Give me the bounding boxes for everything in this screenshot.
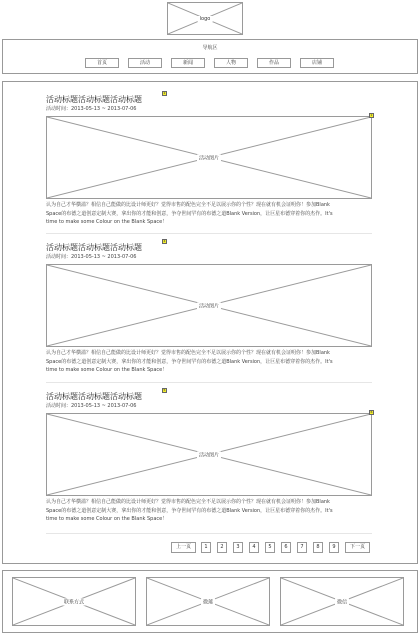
activity-image[interactable] <box>46 413 372 496</box>
divider <box>46 233 372 234</box>
footer-wechat-label: 微信 <box>336 599 348 605</box>
activity-description: 认为自己才华横溢？相信自己能做的比设计师更好？觉得市售的配色完全不足以展示你的个性？现在就有机会证明你！参加Blank Space的布德之道创意定制大赛，拿出你的才能和创意，争夺世间罕有的布德之道Blank Version，让巨星布德穿着你的杰作。It's time to make some Colour on the Blank Space！ <box>46 350 333 373</box>
activity-title[interactable]: 活动标题活动标题活动标题 <box>46 392 142 401</box>
annotation-badge: 2 <box>163 91 166 95</box>
footer-contact-placeholder[interactable] <box>12 577 136 626</box>
divider <box>46 382 372 383</box>
activity-image-label: 活动图片 <box>198 303 220 309</box>
page-5-button[interactable]: 5 <box>265 542 275 553</box>
activity-description: 认为自己才华横溢？相信自己能做的比设计师更好？觉得市售的配色完全不足以展示你的个性？现在就有机会证明你！参加Blank Space的布德之道创意定制大赛，拿出你的才能和创意，争夺世间罕有的布德之道Blank Version，让巨星布德穿着你的杰作。It's time to make some Colour on the Blank Space！ <box>46 499 333 522</box>
next-page-button[interactable]: 下一页 <box>345 542 370 553</box>
annotation-badge: 4 <box>163 239 166 243</box>
divider <box>46 533 372 534</box>
activity-time: 活动时间：2013-05-13 ~ 2013-07-06 <box>46 254 137 260</box>
nav-area <box>2 39 418 74</box>
logo-label: logo <box>199 15 211 22</box>
page-2-button[interactable]: 2 <box>217 542 227 553</box>
page-6-button[interactable]: 6 <box>281 542 291 553</box>
page-8-button[interactable]: 8 <box>313 542 323 553</box>
page-1-button[interactable]: 1 <box>201 542 211 553</box>
nav-title: 导航区 <box>202 45 218 51</box>
nav-item-shop[interactable]: 店铺 <box>300 58 334 68</box>
annotation-badge: 1 <box>370 113 373 117</box>
activity-time: 活动时间：2013-05-13 ~ 2013-07-06 <box>46 403 137 409</box>
footer-weibo-placeholder[interactable] <box>146 577 270 626</box>
activity-time: 活动时间：2013-05-13 ~ 2013-07-06 <box>46 106 137 112</box>
activity-title[interactable]: 活动标题活动标题活动标题 <box>46 243 142 252</box>
footer-contact-label: 联系方式 <box>63 599 85 605</box>
page-3-button[interactable]: 3 <box>233 542 243 553</box>
page-4-button[interactable]: 4 <box>249 542 259 553</box>
nav-item-people[interactable]: 人物 <box>214 58 248 68</box>
activity-image-label: 活动图片 <box>198 452 220 458</box>
activity-title[interactable]: 活动标题活动标题活动标题 <box>46 95 142 104</box>
activity-image[interactable] <box>46 264 372 347</box>
footer-weibo-label: 微蓮 <box>202 599 214 605</box>
page-7-button[interactable]: 7 <box>297 542 307 553</box>
page-9-button[interactable]: 9 <box>329 542 339 553</box>
annotation-badge: 5 <box>163 388 166 392</box>
nav-item-activity[interactable]: 活动 <box>128 58 162 68</box>
activity-image[interactable] <box>46 116 372 199</box>
activity-description: 认为自己才华横溢？相信自己能做的比设计师更好？觉得市售的配色完全不足以展示你的个性？现在就有机会证明你！参加Blank Space的布德之道创意定制大赛，拿出你的才能和创意，争夺世间罕有的布德之道Blank Version，让巨星布德穿着你的杰作。It's time to make some Colour on the Blank Space！ <box>46 202 333 225</box>
logo-placeholder <box>167 2 243 35</box>
nav-item-home[interactable]: 首页 <box>85 58 119 68</box>
footer-wechat-placeholder[interactable] <box>280 577 404 626</box>
nav-item-works[interactable]: 作品 <box>257 58 291 68</box>
annotation-badge: 6 <box>370 410 373 414</box>
prev-page-button[interactable]: 上一页 <box>171 542 196 553</box>
nav-item-news[interactable]: 新闻 <box>171 58 205 68</box>
activity-image-label: 活动图片 <box>198 155 220 161</box>
